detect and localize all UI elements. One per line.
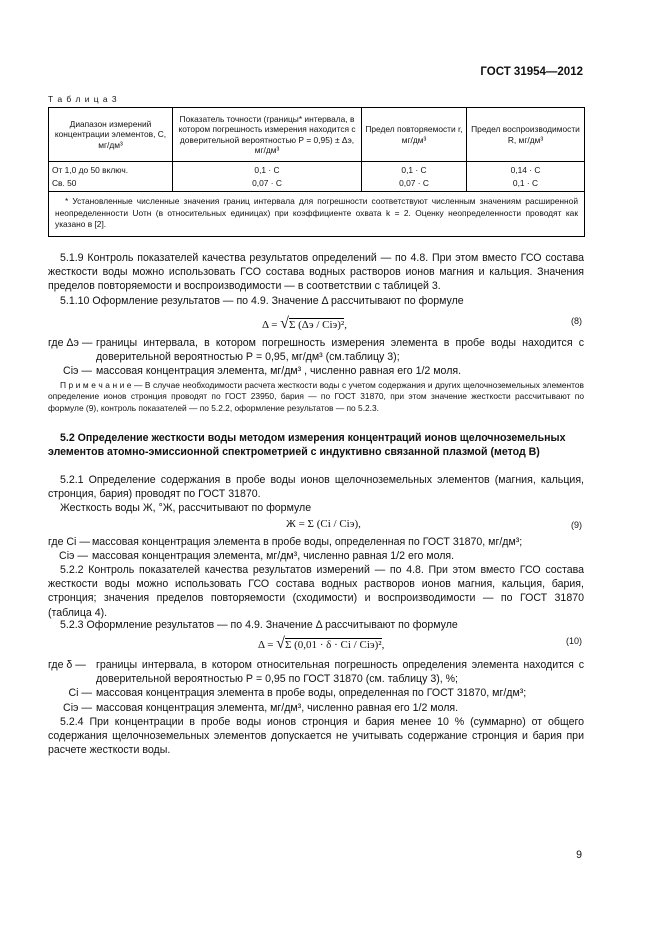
- paragraph-5-2-1-b: Жесткость воды Ж, °Ж, рассчитывают по формуле: [60, 502, 312, 514]
- eq8-body: Σ (Δэ / Cіэ)²: [288, 319, 345, 331]
- cell-reprod: 0,14 · C: [467, 162, 585, 177]
- where9-sym2: Cіэ —: [59, 550, 88, 563]
- table-row: [49, 162, 585, 177]
- paragraph-5-1-9: 5.1.9 Контроль показателей качества результатов определений — по 4.8. При этом вместо ГСО состава жесткости воды можно использовать ГСО состава водных растворов ионов магния и кальция. Значения пределов повторяемости и воспроизводимости — в соответствии с таблицей 3.: [48, 252, 584, 293]
- paragraph-5-2-3: 5.2.3 Оформление результатов — по 4.9. Значение Δ рассчитывают по формуле: [60, 619, 458, 631]
- where10-text2: массовая концентрация элемента в пробе воды, определенная по ГОСТ 31870, мг/дм³;: [96, 687, 527, 700]
- sqrt-sign: √: [280, 315, 289, 332]
- eq8-tail: ,: [344, 319, 347, 331]
- paragraph-5-1-10: 5.1.10 Оформление результатов — по 4.9. Значение Δ рассчитывают по формуле: [60, 295, 464, 307]
- equation-8: [262, 315, 347, 333]
- document-id: ГОСТ 31954—2012: [480, 66, 583, 78]
- equation-number-9: (9): [571, 520, 582, 530]
- table-row: [49, 177, 585, 192]
- table-header-repeatability: Предел повторяемости r, мг/дм³: [362, 108, 467, 162]
- eq10-tail: ,: [381, 639, 385, 651]
- where8-text2: массовая концентрация элемента, мг/дм³ , численно равная его 1/2 моля.: [96, 365, 462, 378]
- where8-text1: границы интервала, в котором погрешность измерения элемента в пробе воды находится с доверительной вероятностью Р = 0,95, мг/дм³ (см.таблицу 3);: [96, 337, 584, 364]
- cell-repeat: 0,07 · C: [362, 177, 467, 192]
- table-header-range: Диапазон измерений концентрации элементов, С, мг/дм³: [49, 108, 173, 162]
- where8-lead: где Δэ —: [48, 337, 93, 349]
- paragraph-5-2-2: 5.2.2 Контроль показателей качества результатов измерений — по 4.8. При этом вместо ГСО состава жесткости воды можно использовать ГСО состава водных растворов ионов магния, кальция, бария, стронция; значения пределов повторяемости (сходимости) и воспроизводимости — по ГОСТ 31870 (таблица 4).: [48, 564, 584, 619]
- where-8: [48, 336, 584, 379]
- sqrt-sign: √: [276, 635, 285, 652]
- cell-accuracy: 0,07 · C: [173, 177, 362, 192]
- where-10: [48, 658, 584, 715]
- where10-text1: границы интервала, в котором относительная погрешность определения элемента находится с доверительной вероятностью Р = 0,95 по ГОСТ 31870 (см. таблицу 3), %;: [96, 659, 584, 686]
- table-header-accuracy: Показатель точности (границы* интервала, в котором погрешность измерения находится с доверительной вероятностью Р = 0,95) ± Δэ, мг/дм³: [173, 108, 362, 162]
- cell-repeat: 0,1 · C: [362, 162, 467, 177]
- where-9: [48, 535, 584, 563]
- table-footnote: * Установленные численные значения границ интервала для погрешности соответствуют численным значениям расширенной неопределенности Uотн (в относительных единицах) при коэффициенте охвата k = 2. Оценку неопределенности проводят как указано в [2].: [49, 192, 585, 237]
- section-5-2-heading: 5.2 Определение жесткости воды методом измерения концентраций ионов щелочноземельных элементов атомно-эмиссионной спектрометрией с индуктивно связанной плазмой (метод В): [48, 432, 566, 459]
- eq10-lhs: Δ =: [258, 639, 274, 651]
- where10-lead: где δ —: [48, 659, 86, 671]
- where10-sym3: Cіэ —: [63, 701, 92, 714]
- paragraph-5-2-1: 5.2.1 Определение содержания в пробе воды ионов щелочноземельных элементов (магния, кальция, стронция, бария) проводят по ГОСТ 31870.: [48, 474, 584, 501]
- where9-lead: где Cі —: [48, 536, 90, 548]
- equation-number-10: (10): [565, 636, 582, 646]
- where10-text3: массовая концентрация элемента, мг/дм³, численно равная его 1/2 моля.: [96, 701, 459, 714]
- cell-accuracy: 0,1 · C: [173, 162, 362, 177]
- eq8-lhs: Δ =: [262, 319, 278, 331]
- note: П р и м е ч а н и е — В случае необходимости расчета жесткости воды с учетом содержания и других щелочноземельных элементов определение ионов стронция проводят по ГОСТ 23950, бария — по ГОСТ 31870, при этом значение жесткости рассчитывают по формуле (9), контроль показателей — по 5.2.2, оформление результатов — по 5.2.3.: [48, 380, 584, 413]
- table-header-reproducibility: Предел воспроизводимости R, мг/дм³: [467, 108, 585, 162]
- page-number: 9: [576, 849, 582, 861]
- where9-text1: массовая концентрация элемента в пробе воды, определенная по ГОСТ 31870, мг/дм³;: [92, 536, 523, 548]
- equation-number-8: (8): [571, 316, 582, 326]
- equation-9: Ж = Σ (Cі / Cіэ),: [286, 518, 361, 530]
- equation-10: [258, 635, 384, 653]
- table-3: [48, 107, 585, 237]
- where8-sym2: Cіэ —: [63, 365, 92, 378]
- where10-sym2: Cі —: [68, 687, 92, 700]
- where9-text2: массовая концентрация элемента, мг/дм³, численно равная 1/2 его моля.: [92, 550, 455, 563]
- cell-range: От 1,0 до 50 включ.: [49, 162, 173, 177]
- cell-range: Св. 50: [49, 177, 173, 192]
- cell-reprod: 0,1 · C: [467, 177, 585, 192]
- table-caption: Т а б л и ц а 3: [48, 94, 118, 104]
- paragraph-5-2-4: 5.2.4 При концентрации в пробе воды ионов стронция и бария менее 10 % (суммарно) от общего содержания щелочноземельных элементов допускается не учитывать содержание стронция и бария при расчете жесткости воды.: [48, 716, 584, 757]
- eq10-body: Σ (0,01 · δ · Cі / Cіэ)²: [284, 639, 382, 651]
